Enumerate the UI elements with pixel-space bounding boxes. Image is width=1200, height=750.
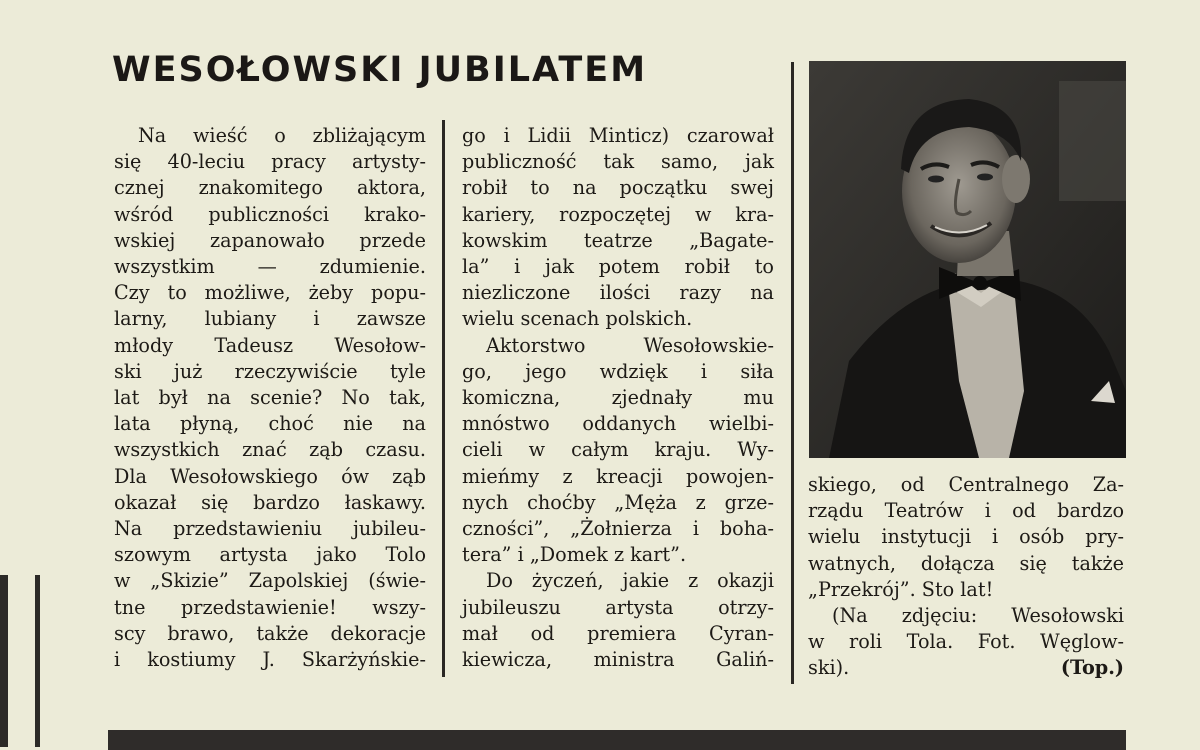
text-line: scy brawo, także dekoracje (114, 621, 426, 645)
article-title: WESOŁOWSKI JUBILATEM (112, 50, 648, 90)
text-line: ski już rzeczywiście tyle (114, 359, 426, 383)
text-line (808, 655, 1124, 681)
text-line: wśród publiczności krako- (114, 202, 426, 226)
text-line: mał od premiera Cyran- (462, 621, 774, 645)
text-line: mnóstwo oddanych wielbi- (462, 412, 774, 436)
text-line: cznej znakomitego aktora, (114, 176, 426, 200)
column-divider (442, 120, 445, 677)
text-line: la” i jak potem robił to (462, 255, 774, 279)
bottom-dark-band (108, 730, 1126, 750)
text-line: kowskim teatrze „Bagate- (462, 228, 774, 252)
column-divider (791, 62, 794, 684)
text-line: niezliczone ilości razy na (462, 281, 774, 305)
text-line: watnych, dołącza się także (808, 551, 1124, 575)
text-line: go i Lidii Minticz) czarował (462, 124, 774, 147)
text-line: w roli Tola. Fot. Węglow- (808, 630, 1124, 654)
author-signature: (Top.) (1060, 656, 1124, 680)
text-line: okazał się bardzo łaskawy. (114, 490, 426, 514)
text-line: lata płyną, choć nie na (114, 412, 426, 436)
text-line: czności”, „Żołnierza i boha- (462, 517, 774, 541)
text-line: publiczność tak samo, jak (462, 150, 774, 174)
actor-portrait-photo (809, 61, 1126, 458)
article-column-2 (462, 123, 774, 673)
text-line: lat był na scenie? No tak, (114, 386, 426, 410)
text-line: wielu scenach polskich. (462, 307, 693, 331)
text-line: tne przedstawienie! wszy- (114, 595, 426, 619)
text-line: się 40-leciu pracy artysty- (114, 150, 426, 174)
text-line: wskiej zapanowało przede (114, 228, 426, 252)
article-column-1 (114, 123, 426, 673)
text-line: Aktorstwo Wesołowskie- (486, 333, 774, 357)
text-line: Do życzeń, jakie z okazji (486, 569, 774, 593)
text-line: Dla Wesołowskiego ów ząb (114, 464, 426, 488)
text-line: jubileuszu artysta otrzy- (462, 595, 774, 619)
text-line: nych choćby „Męża z grze- (462, 490, 774, 514)
text-line: (Na zdjęciu: Wesołowski (832, 604, 1124, 628)
text-line: cieli w całym kraju. Wy- (462, 438, 774, 462)
text-line: go, jego wdzięk i siła (462, 359, 774, 383)
text-line: komiczna, zjednały mu (462, 386, 774, 410)
text-line: kiewicza, ministra Galiń- (462, 648, 774, 672)
text-line: szowym artysta jako Tolo (114, 543, 426, 567)
article-column-3 (808, 472, 1124, 682)
text-line: młody Tadeusz Wesołow- (114, 333, 426, 357)
portrait-image (809, 61, 1126, 458)
text-line: i kostiumy J. Skarżyńskie- (114, 648, 426, 672)
text-line: skiego, od Centralnego Za- (808, 473, 1124, 496)
text-line: wielu instytucji i osób pry- (808, 525, 1124, 549)
text-line: Czy to możliwe, żeby popu- (114, 281, 426, 305)
text-line: larny, lubiany i zawsze (114, 307, 426, 331)
left-edge-bar (0, 575, 8, 747)
text-line: mieńmy z kreacji powojen- (462, 464, 774, 488)
text-line: wszystkim — zdumienie. (114, 255, 426, 279)
text-line-end: ski). (808, 656, 850, 680)
text-line: robił to na początku swej (462, 176, 774, 200)
text-line: Na przedstawieniu jubileu- (114, 517, 426, 541)
text-line: kariery, rozpoczętej w kra- (462, 202, 774, 226)
left-rule (35, 575, 40, 747)
text-line: rządu Teatrów i od bardzo (808, 499, 1124, 523)
text-line: wszystkich znać ząb czasu. (114, 438, 426, 462)
text-line: Na wieść o zbliżającym (138, 124, 426, 147)
text-line: „Przekrój”. Sto lat! (808, 577, 994, 601)
text-line: w „Skizie” Zapolskiej (świe- (114, 569, 426, 593)
text-line: tera” i „Domek z kart”. (462, 543, 687, 567)
